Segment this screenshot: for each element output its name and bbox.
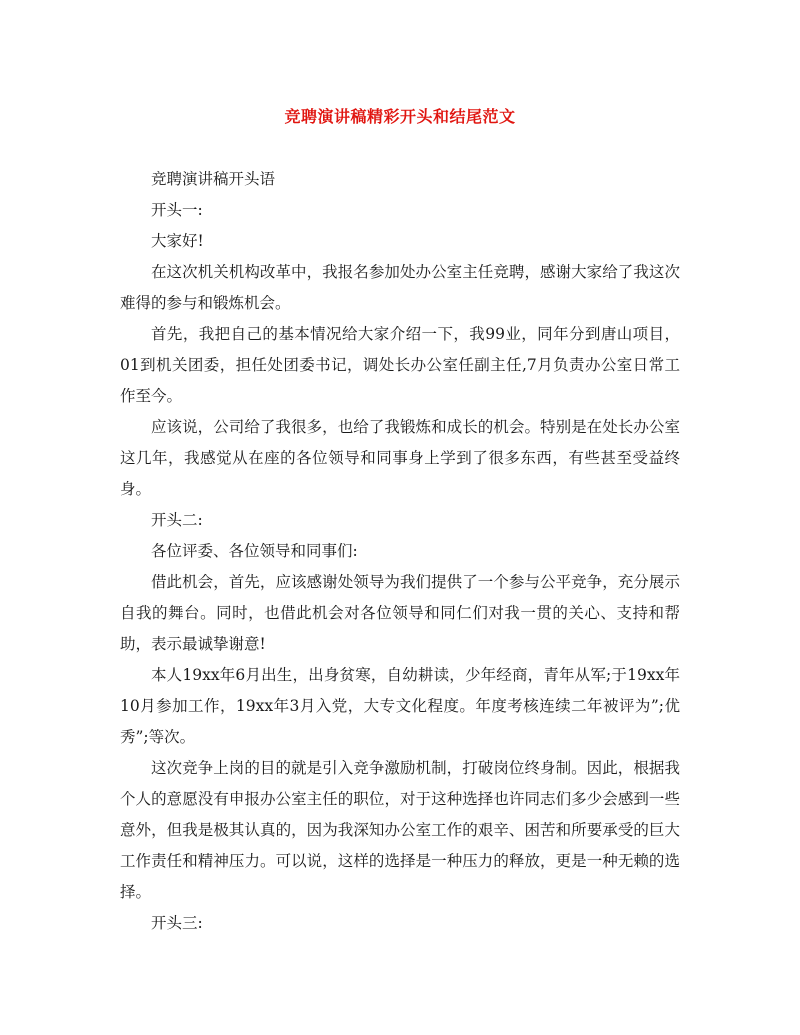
- paragraph: 这次竞争上岗的目的就是引入竞争激励机制，打破岗位终身制。因此，根据我个人的意愿没有申报办公室主任的职位，对于这种选择也许同志们多少会感到一些意外，但我是极其认真的，因为我深知办公室工作的艰辛、困苦和所要承受的巨大工作责任和精神压力。可以说，这样的选择是一种压力的释放，更是一种无赖的选择。: [120, 759, 680, 901]
- paragraph: 在这次机关机构改革中，我报名参加处办公室主任竞聘，感谢大家给了我这次难得的参与和锻炼机会。: [120, 263, 680, 312]
- paragraph: 各位评委、各位领导和同事们:: [151, 542, 358, 560]
- paragraph: 开头三:: [151, 914, 203, 932]
- paragraph: 竞聘演讲稿开头语: [151, 170, 276, 188]
- document-title: 竞聘演讲稿精彩开头和结尾范文: [284, 107, 516, 126]
- paragraph: 借此机会，首先，应该感谢处领导为我们提供了一个参与公平竞争，充分展示自我的舞台。同时，也借此机会对各位领导和同仁们对我一贯的关心、支持和帮助，表示最诚挚谢意!: [120, 573, 680, 653]
- paragraph: 大家好!: [151, 232, 204, 250]
- paragraph: 应该说，公司给了我很多，也给了我锻炼和成长的机会。特别是在处长办公室这几年，我感觉从在座的各位领导和同事身上学到了很多东西，有些甚至受益终身。: [120, 418, 680, 498]
- paragraph: 开头一:: [151, 201, 203, 219]
- paragraph: 开头二:: [151, 511, 203, 529]
- paragraph: 本人19xx年6月出生，出身贫寒，自幼耕读，少年经商，青年从军;于19xx年10月参加工作，19xx年3月入党，大专文化程度。年度考核连续二年被评为”;优秀”;等次。: [120, 666, 680, 746]
- paragraph: 首先，我把自己的基本情况给大家介绍一下，我99业，同年分到唐山项目，01到机关团委，担任处团委书记，调处长办公室任副主任,7月负责办公室日常工作至今。: [120, 325, 680, 405]
- document-body: [120, 164, 680, 939]
